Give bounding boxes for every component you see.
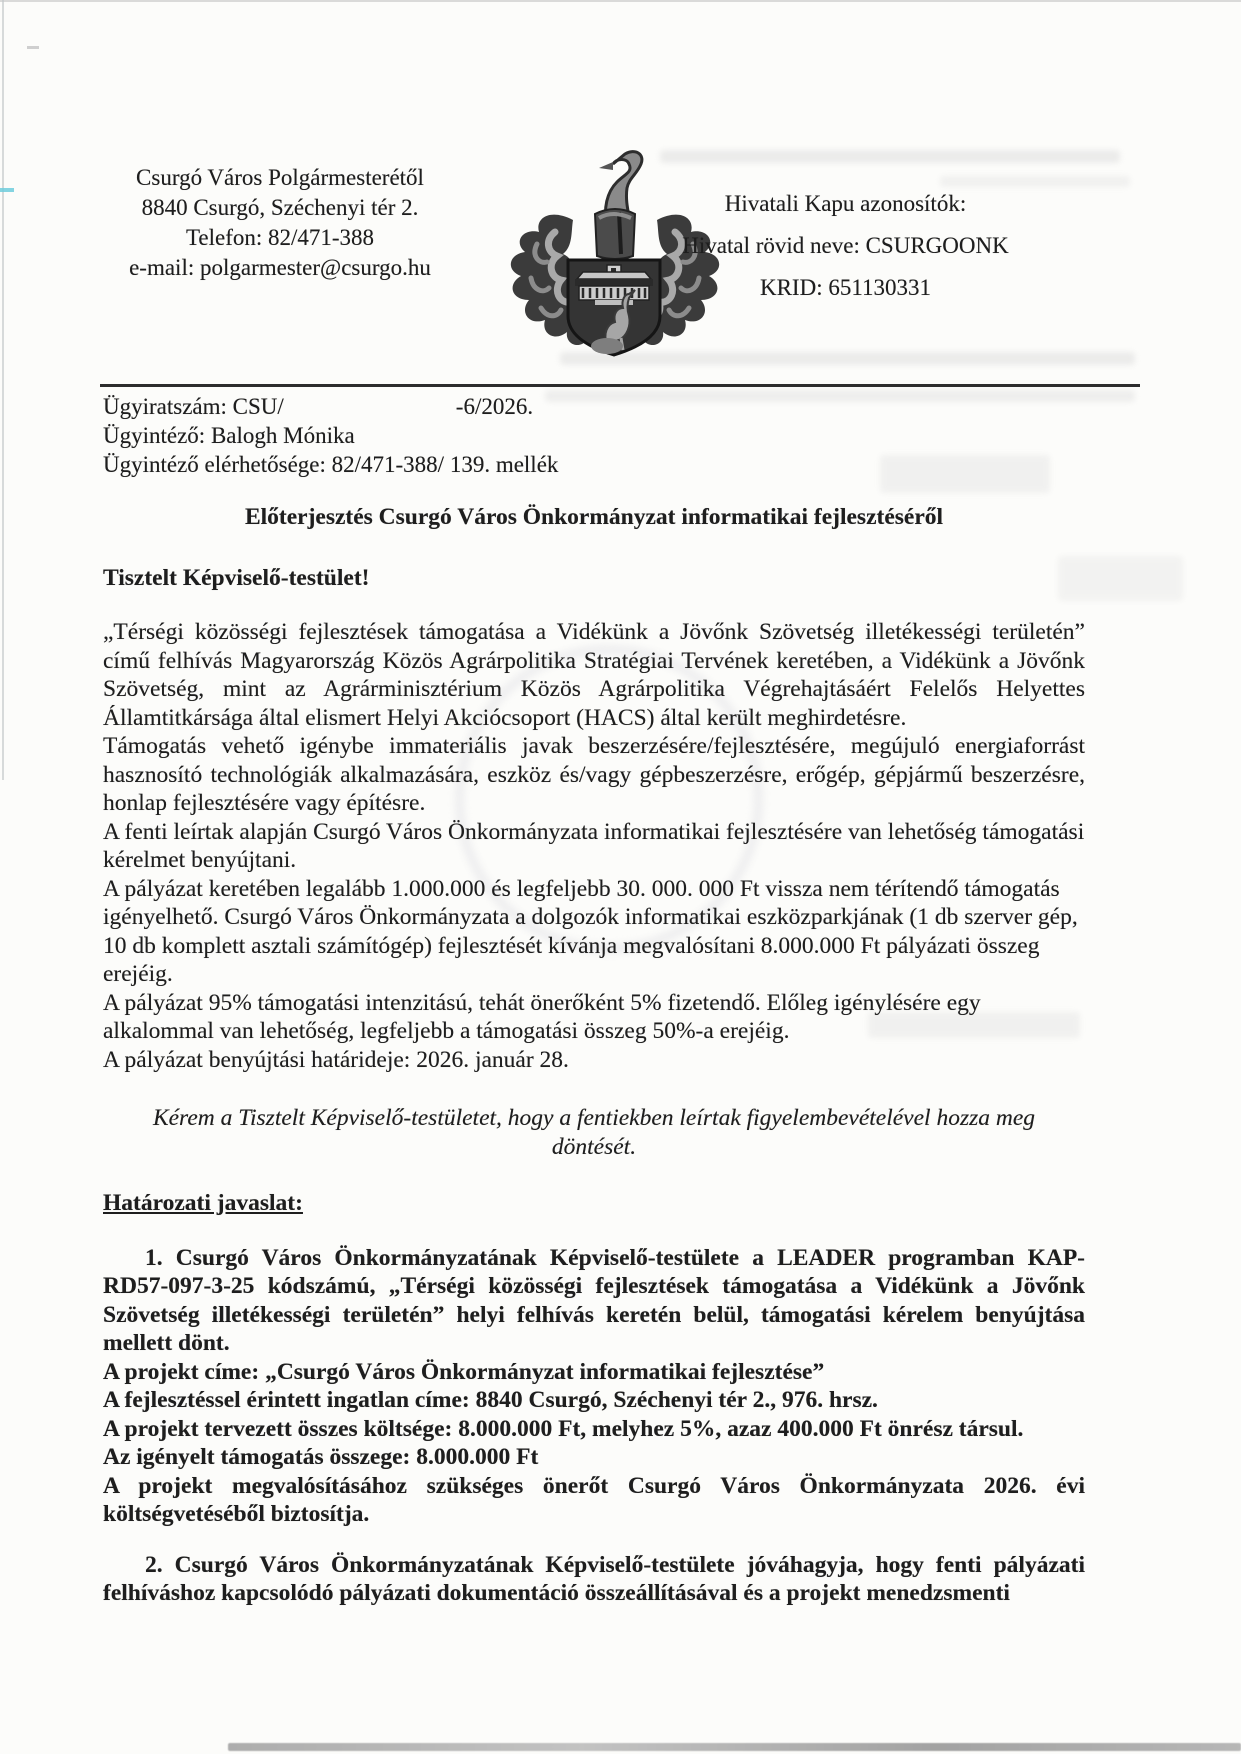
sender-address: 8840 Csurgó, Széchenyi tér 2. [141,195,419,220]
resolution-item-1: 1. Csurgó Város Önkormányzatának Képviselő-testülete a LEADER programban KAP-RD57-097-3-25 kódszámú, „Térségi közösségi fejlesztések támogatása a Vidékünk a Jövőnk Szövetség illetékességi területén” helyi felhívás keretén belül, támogatási kérelem benyújtása mellett dönt. [103,1244,1085,1356]
office-short-name: Hivatal rövid neve: CSURGOONK [682,233,1009,258]
sender-phone: Telefon: 82/471-388 [185,225,375,250]
resolution-item-2: 2. Csurgó Város Önkormányzatának Képviselő-testülete jóváhagyja, hogy fenti pályázati felhíváshoz kapcsolódó pályázati dokumentáció összeállításával és a projekt menedzsmenti [103,1551,1085,1606]
case-number-prefix: Ügyiratszám: CSU/ [103,394,284,419]
body-paragraph: A pályázat keretében legalább 1.000.000 és legfeljebb 30. 000. 000 Ft vissza nem térítendő támogatás igényelhető. Csurgó Város Önkormányzata a dolgozók informatikai eszközparkjának (1 db szerver gép, 10 db komplett asztali számítógép) fejlesztését kívánja megvalósítani 8.000.000 Ft pályázati összeg erejéig. [103,875,1078,987]
shield-icon [568,260,660,355]
scan-bottom-smudge [228,1743,1241,1751]
sender-address-block [95,163,465,283]
sender-name: Csurgó Város Polgármesterétől [136,165,424,190]
krid-number: KRID: 651130331 [759,275,931,300]
resolution-detail: A projekt megvalósításához szükséges önerőt Csurgó Város Önkormányzata 2026. évi költségvetéséből biztosítja. [103,1472,1085,1527]
body-paragraph: A fenti leírtak alapján Csurgó Város Önkormányzata informatikai fejlesztésére van lehetőség támogatási kérelmet benyújtani. [103,818,1085,873]
hivatali-kapu-heading: Hivatali Kapu azonosítók: [724,191,967,216]
salutation: Tisztelt Képviselő-testület! [103,564,370,591]
resolution-detail: A projekt címe: „Csurgó Város Önkormányzat informatikai fejlesztése” [103,1358,825,1385]
document-title: Előterjesztés Csurgó Város Önkormányzat informatikai fejlesztéséről [244,504,944,530]
header-divider-line [100,384,1140,387]
body-paragraph: A pályázat 95% támogatási intenzitású, tehát önerőként 5% fizetendő. Előleg igénylésére egy alkalommal van lehetőség, legfeljebb a támogatási összeg 50%-a erejéig. [103,989,981,1044]
helmet-icon [595,209,635,259]
closing-request: Kérem a Tisztelt Képviselő-testületet, hogy a fentiekben leírtak figyelembevételével hozza meg döntését. [152,1105,1036,1160]
document-body [103,497,1085,1608]
scan-edge-left-line [2,0,4,780]
scan-cyan-mark [0,188,14,192]
body-paragraph: A pályázat benyújtási határideje: 2026. január 28. [103,1046,569,1073]
clerk-contact-line: Ügyintéző elérhetősége: 82/471-388/ 139. mellék [103,452,559,477]
case-info-block [103,392,1003,479]
hivatali-kapu-block [648,183,1043,309]
resolution-detail: A projekt tervezett összes költsége: 8.000.000 Ft, melyhez 5%, azaz 400.000 Ft önrész társul. [103,1415,1024,1442]
case-number-suffix: -6/2026. [455,394,534,419]
clerk-line: Ügyintéző: Balogh Mónika [103,423,355,448]
case-number-line [103,392,1003,421]
resolution-detail: Az igényelt támogatás összege: 8.000.000 Ft [103,1444,539,1470]
body-paragraph: „Térségi közösségi fejlesztések támogatása a Vidékünk a Jövőnk Szövetség illetékességi területén” című felhívás Magyarország Közös Agrárpolitika Stratégiai Tervének keretében, a Vidékünk a Jövőnk Szövetség, mint az Agrárminisztérium Közös Agrárpolitika Végrehajtásáért Felelős Helyettes Államtitkársága által elismert Helyi Akciócsoport (HACS) által került meghirdetésre. [103,619,1085,731]
sender-email: e-mail: polgarmester@csurgo.hu [129,255,431,280]
body-paragraph: Támogatás vehető igénybe immateriális javak beszerzésére/fejlesztésére, megújuló energiaforrást hasznosító technológiák alkalmazására, eszköz és/vagy gépbeszerzésre, erőgép, gépjármű beszerzésre, honlap fejlesztésére vagy építésre. [103,733,1085,816]
resolution-heading: Határozati javaslat: [103,1190,303,1216]
scan-edge-top-line [0,0,1241,2]
scan-speck [27,46,39,49]
resolution-detail: A fejlesztéssel érintett ingatlan címe: 8840 Csurgó, Széchenyi tér 2., 976. hrsz. [103,1387,878,1413]
